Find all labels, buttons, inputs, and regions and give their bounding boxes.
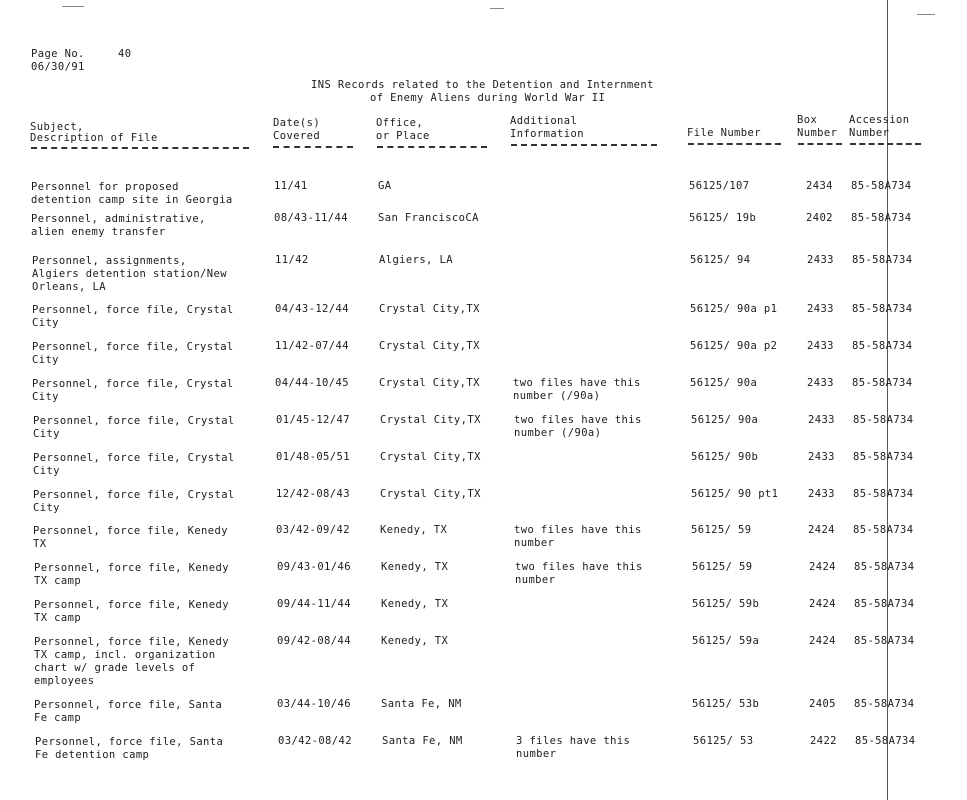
cell-box: 2402 (806, 212, 833, 224)
cell-acc: 85-58A734 (855, 735, 916, 747)
rule-box (798, 143, 842, 145)
cell-file: 56125/ 90a (691, 414, 759, 426)
cell-box: 2424 (809, 598, 836, 610)
cell-dates: 04/44-10/45 (275, 377, 349, 389)
cell-subject: Personnel, force file, Crystal City (32, 341, 234, 366)
cell-file: 56125/ 90 pt1 (691, 488, 779, 500)
cell-acc: 85-58A734 (854, 598, 915, 610)
page-number: 40 (118, 48, 132, 60)
col-dates-header-1: Date(s) (273, 117, 321, 129)
cell-office: Kenedy, TX (381, 561, 449, 573)
col-subject-header-1: Subject, (30, 121, 84, 133)
col-info-header-1: Additional (510, 115, 578, 127)
cell-subject: Personnel, force file, Crystal City (33, 489, 235, 514)
cell-dates: 04/43-12/44 (275, 303, 349, 315)
cell-acc: 85-58A734 (854, 561, 915, 573)
cell-dates: 11/41 (274, 180, 308, 192)
cell-box: 2405 (809, 698, 836, 710)
cell-box: 2433 (808, 451, 835, 463)
page-label: Page No. (31, 48, 85, 60)
cell-box: 2433 (807, 303, 834, 315)
cell-info: two files have this number (515, 561, 643, 586)
cell-office: Crystal City,TX (380, 451, 481, 463)
cell-office: Santa Fe, NM (382, 735, 463, 747)
cell-file: 56125/107 (689, 180, 750, 192)
cell-dates: 03/42-09/42 (276, 524, 350, 536)
rule-file (688, 143, 781, 145)
col-box-header-2: Number (797, 127, 838, 139)
cell-acc: 85-58A734 (852, 340, 913, 352)
cell-subject: Personnel, administrative, alien enemy transfer (31, 213, 206, 238)
cell-file: 56125/ 59 (692, 561, 753, 573)
cell-acc: 85-58A734 (852, 377, 913, 389)
cell-acc: 85-58A734 (854, 698, 915, 710)
cell-dates: 03/42-08/42 (278, 735, 352, 747)
rule-acc (850, 143, 921, 145)
cell-office: San FranciscoCA (378, 212, 479, 224)
cell-box: 2422 (810, 735, 837, 747)
cell-info: 3 files have this number (516, 735, 631, 760)
cell-acc: 85-58A734 (853, 414, 914, 426)
cell-acc: 85-58A734 (851, 180, 912, 192)
cell-office: Kenedy, TX (381, 598, 449, 610)
scan-mark-top-center (490, 8, 504, 9)
cell-file: 56125/ 19b (689, 212, 757, 224)
col-office-header-1: Office, (376, 117, 424, 129)
cell-office: GA (378, 180, 392, 192)
cell-file: 56125/ 59a (692, 635, 760, 647)
title-line-2: of Enemy Aliens during World War II (370, 92, 606, 104)
cell-dates: 01/45-12/47 (276, 414, 350, 426)
cell-file: 56125/ 53 (693, 735, 754, 747)
scan-mark-top-right (917, 14, 935, 15)
cell-box: 2433 (807, 377, 834, 389)
rule-dates (273, 146, 353, 148)
cell-dates: 11/42 (275, 254, 309, 266)
cell-office: Santa Fe, NM (381, 698, 462, 710)
cell-acc: 85-58A734 (853, 451, 914, 463)
cell-info: two files have this number (/90a) (514, 414, 642, 439)
cell-office: Algiers, LA (379, 254, 453, 266)
cell-office: Crystal City,TX (379, 377, 480, 389)
cell-acc: 85-58A734 (851, 212, 912, 224)
cell-subject: Personnel, force file, Crystal City (32, 304, 234, 329)
title-line-1: INS Records related to the Detention and Internment (311, 79, 654, 91)
cell-dates: 08/43-11/44 (274, 212, 348, 224)
cell-file: 56125/ 94 (690, 254, 751, 266)
cell-office: Kenedy, TX (381, 635, 449, 647)
cell-office: Crystal City,TX (380, 488, 481, 500)
cell-file: 56125/ 53b (692, 698, 760, 710)
col-office-header-2: or Place (376, 130, 430, 142)
col-box-header-1: Box (797, 114, 818, 126)
col-dates-header-2: Covered (273, 130, 321, 142)
cell-box: 2424 (809, 635, 836, 647)
cell-file: 56125/ 59 (691, 524, 752, 536)
cell-acc: 85-58A734 (852, 303, 913, 315)
cell-office: Crystal City,TX (379, 340, 480, 352)
cell-acc: 85-58A734 (854, 635, 915, 647)
cell-acc: 85-58A734 (852, 254, 913, 266)
cell-subject: Personnel, force file, Kenedy TX camp (34, 562, 229, 587)
cell-dates: 09/42-08/44 (277, 635, 351, 647)
scan-mark-top-left (62, 6, 84, 7)
rule-office (377, 146, 487, 148)
cell-dates: 03/44-10/46 (277, 698, 351, 710)
col-subject-header-2: Description of File (30, 132, 158, 144)
cell-file: 56125/ 90a p1 (690, 303, 778, 315)
cell-info: two files have this number (/90a) (513, 377, 641, 402)
cell-dates: 09/44-11/44 (277, 598, 351, 610)
rule-subject (31, 147, 249, 149)
cell-dates: 12/42-08/43 (276, 488, 350, 500)
cell-box: 2434 (806, 180, 833, 192)
cell-subject: Personnel, force file, Crystal City (33, 452, 235, 477)
cell-subject: Personnel, force file, Crystal City (32, 378, 234, 403)
cell-office: Kenedy, TX (380, 524, 448, 536)
cell-dates: 09/43-01/46 (277, 561, 351, 573)
cell-subject: Personnel, force file, Crystal City (33, 415, 235, 440)
cell-box: 2433 (808, 414, 835, 426)
cell-office: Crystal City,TX (379, 303, 480, 315)
cell-file: 56125/ 90a (690, 377, 758, 389)
col-info-header-2: Information (510, 128, 584, 140)
cell-acc: 85-58A734 (853, 488, 914, 500)
cell-box: 2433 (807, 340, 834, 352)
cell-acc: 85-58A734 (853, 524, 914, 536)
cell-dates: 01/48-05/51 (276, 451, 350, 463)
col-acc-header-2: Number (849, 127, 890, 139)
col-file-header: File Number (687, 127, 761, 139)
cell-subject: Personnel, assignments, Algiers detention station/New Orleans, LA (32, 255, 227, 293)
cell-subject: Personnel, force file, Kenedy TX camp, incl. organization chart w/ grade levels of employees (34, 636, 229, 687)
rule-info (511, 144, 657, 146)
cell-subject: Personnel, force file, Kenedy TX (33, 525, 228, 550)
cell-subject: Personnel, force file, Santa Fe detention camp (35, 736, 224, 761)
cell-subject: Personnel, force file, Kenedy TX camp (34, 599, 229, 624)
cell-subject: Personnel, force file, Santa Fe camp (34, 699, 223, 724)
col-acc-header-1: Accession (849, 114, 910, 126)
cell-box: 2424 (809, 561, 836, 573)
cell-file: 56125/ 59b (692, 598, 760, 610)
report-date: 06/30/91 (31, 61, 85, 73)
cell-dates: 11/42-07/44 (275, 340, 349, 352)
cell-subject: Personnel for proposed detention camp site in Georgia (31, 181, 233, 206)
cell-office: Crystal City,TX (380, 414, 481, 426)
cell-file: 56125/ 90a p2 (690, 340, 778, 352)
cell-info: two files have this number (514, 524, 642, 549)
cell-box: 2433 (807, 254, 834, 266)
cell-box: 2424 (808, 524, 835, 536)
cell-file: 56125/ 90b (691, 451, 759, 463)
cell-box: 2433 (808, 488, 835, 500)
